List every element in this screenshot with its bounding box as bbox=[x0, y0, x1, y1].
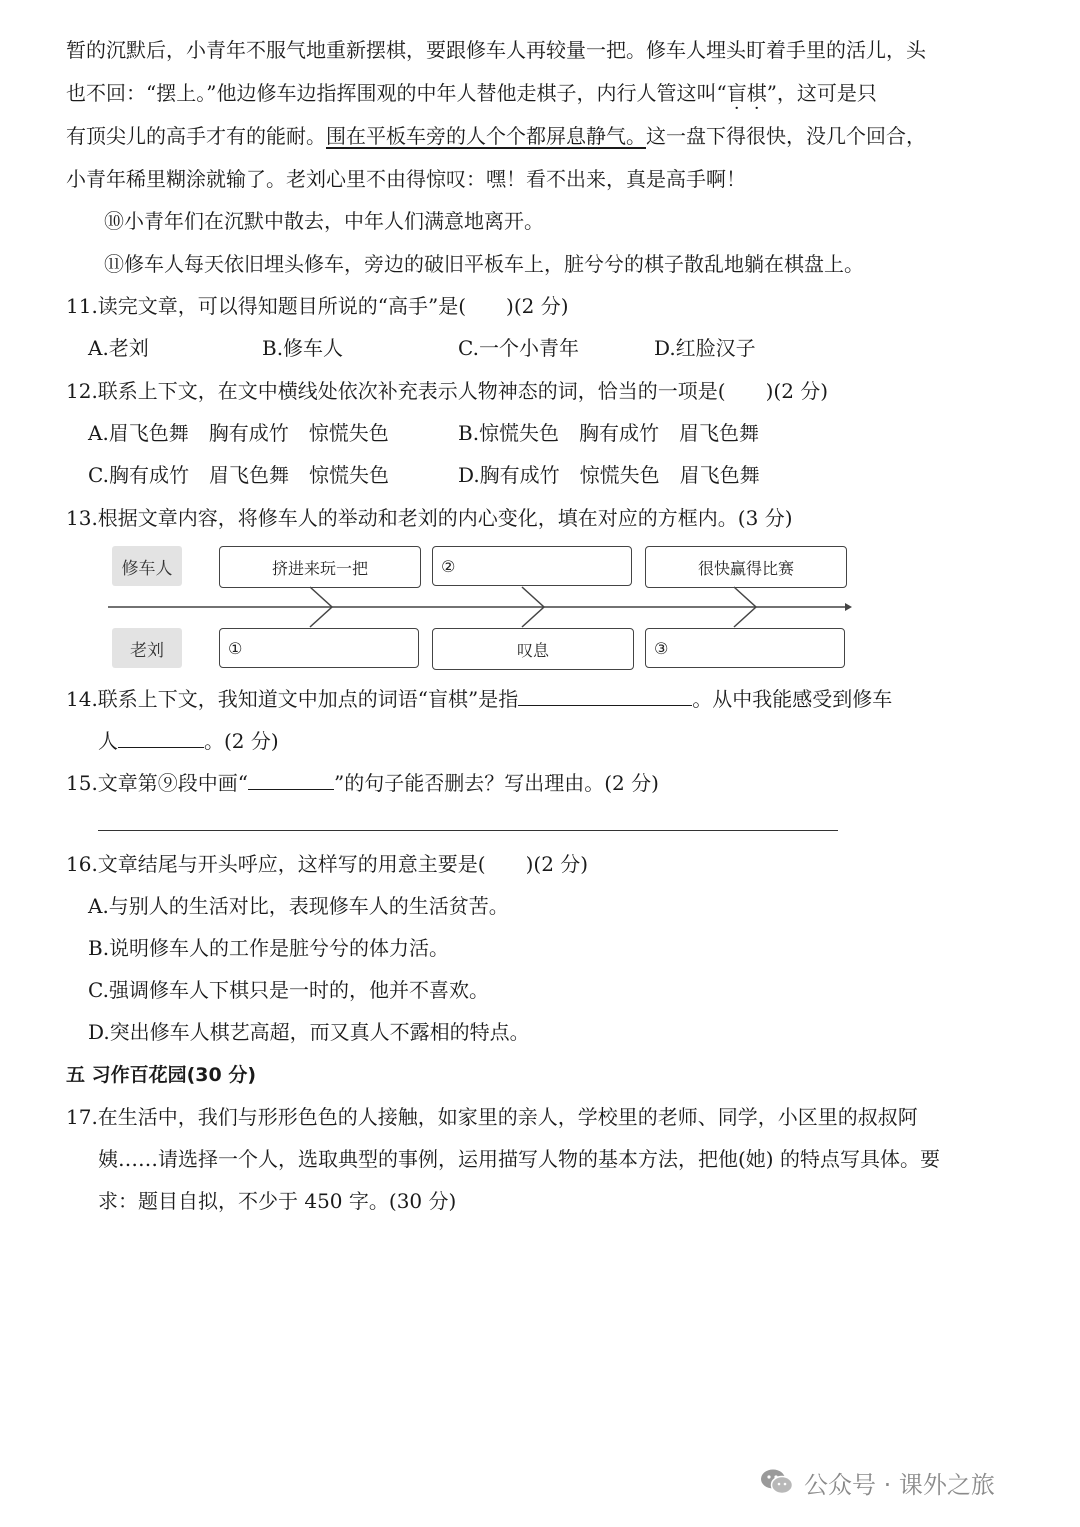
q11-option-a: A.老刘 bbox=[88, 336, 149, 360]
section-5-title: 五 习作百花园(30 分) bbox=[66, 1064, 257, 1086]
q14-stem: 14.联系上下文，我知道文中加点的词语“盲棋”是指 bbox=[66, 687, 519, 711]
q14-blank-2[interactable] bbox=[118, 727, 204, 748]
q15-line bbox=[66, 769, 659, 797]
box-lao-liu-2: 叹息 bbox=[432, 628, 634, 670]
q11-stem: 11.读完文章，可以得知题目所说的“高手”是( )(2 分) bbox=[66, 294, 569, 318]
timeline-arrow bbox=[100, 585, 860, 630]
passage-line-3 bbox=[66, 122, 926, 150]
passage-line-2-end: ”，这可是只 bbox=[766, 81, 877, 105]
q14-ren: 人 bbox=[98, 729, 118, 753]
q16-option-c: C.强调修车人下棋只是一时的，他并不喜欢。 bbox=[88, 978, 489, 1002]
q11-option-b: B.修车人 bbox=[262, 336, 344, 360]
passage-line-2-start: 也不回：“摆上。”他边修车边指挥围观的中年人替他走棋子，内行人管这叫“ bbox=[66, 81, 727, 105]
dotted-char-qi: 棋 bbox=[746, 81, 767, 105]
q12-option-b: B.惊慌失色 胸有成竹 眉飞色舞 bbox=[458, 421, 760, 445]
q14-blank-1[interactable] bbox=[518, 685, 692, 706]
watermark bbox=[760, 1462, 995, 1502]
q15-underline-sample bbox=[248, 769, 334, 790]
box-repairman-2-answer[interactable]: ② bbox=[432, 546, 632, 586]
q15-stem: 15.文章第⑨段中画“ bbox=[66, 771, 249, 795]
passage-line-3-start: 有顶尖儿的高手才有的能耐。 bbox=[66, 124, 326, 148]
passage-line-4: 小青年稀里糊涂就输了。老刘心里不由得惊叹：嘿！看不出来，真是高手啊！ bbox=[66, 167, 746, 191]
box-repairman-1: 挤进来玩一把 bbox=[219, 546, 421, 588]
dotted-char-mang: 盲 bbox=[726, 81, 747, 105]
q17-line-2: 姨……请选择一个人，选取典型的事例，运用描写人物的基本方法，把他(她) 的特点写具体。要 bbox=[98, 1147, 940, 1171]
q17-line-1: 17.在生活中，我们与形形色色的人接触，如家里的亲人，学校里的老师、同学，小区里的叔叔阿 bbox=[66, 1105, 918, 1129]
wechat-icon bbox=[760, 1468, 794, 1496]
q16-option-a: A.与别人的生活对比，表现修车人的生活贫苦。 bbox=[88, 894, 509, 918]
q14-middle: 。从中我能感受到修车 bbox=[692, 687, 893, 711]
q16-stem: 16.文章结尾与开头呼应，这样写的用意主要是( )(2 分) bbox=[66, 852, 589, 876]
q12-option-d: D.胸有成竹 惊慌失色 眉飞色舞 bbox=[458, 463, 760, 487]
box-repairman-3: 很快赢得比赛 bbox=[645, 546, 847, 588]
row-label-repairman: 修车人 bbox=[112, 546, 182, 586]
q11-option-d: D.红脸汉子 bbox=[654, 336, 756, 360]
q14-line-2 bbox=[98, 727, 279, 755]
box-lao-liu-3-answer[interactable]: ③ bbox=[645, 628, 845, 668]
q16-option-d: D.突出修车人棋艺高超，而又真人不露相的特点。 bbox=[88, 1020, 530, 1044]
q11-option-c: C.一个小青年 bbox=[458, 336, 579, 360]
passage-line-2 bbox=[66, 79, 877, 107]
q12-option-c: C.胸有成竹 眉飞色舞 惊慌失色 bbox=[88, 463, 389, 487]
q15-rest: ”的句子能否删去？写出理由。(2 分) bbox=[334, 771, 659, 795]
row-label-lao-liu: 老刘 bbox=[112, 628, 182, 668]
q14-line-1 bbox=[66, 685, 892, 713]
q12-stem: 12.联系上下文，在文中横线处依次补充表示人物神态的词，恰当的一项是( )(2 分) bbox=[66, 379, 829, 403]
paragraph-10: ⑩小青年们在沉默中散去，中年人们满意地离开。 bbox=[104, 209, 544, 233]
q12-option-a: A.眉飞色舞 胸有成竹 惊慌失色 bbox=[88, 421, 389, 445]
underlined-sentence: 围在平板车旁的人个个都屏息静气。 bbox=[326, 124, 646, 148]
q14-score: 。(2 分) bbox=[204, 729, 279, 753]
passage-line-1: 暂的沉默后，小青年不服气地重新摆棋，要跟修车人再较量一把。修车人埋头盯着手里的活儿，头 bbox=[66, 38, 926, 62]
paragraph-11: ⑪修车人每天依旧埋头修车，旁边的破旧平板车上，脏兮兮的棋子散乱地躺在棋盘上。 bbox=[104, 252, 864, 276]
passage-line-3-end: 这一盘下得很快，没几个回合， bbox=[646, 124, 926, 148]
q16-option-b: B.说明修车人的工作是脏兮兮的体力活。 bbox=[88, 936, 450, 960]
q17-line-3: 求：题目自拟，不少于 450 字。(30 分) bbox=[98, 1189, 457, 1213]
q13-stem: 13.根据文章内容，将修车人的举动和老刘的内心变化，填在对应的方框内。(3 分) bbox=[66, 506, 793, 530]
q15-answer-line[interactable] bbox=[98, 830, 838, 831]
box-lao-liu-1-answer[interactable]: ① bbox=[219, 628, 419, 668]
watermark-text: 公众号 · 课外之旅 bbox=[804, 1470, 995, 1499]
